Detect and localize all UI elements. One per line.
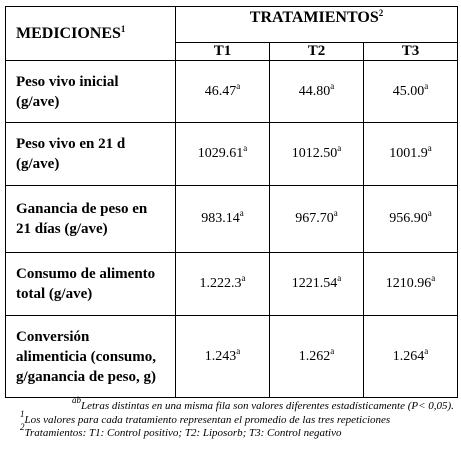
results-table [5, 6, 458, 398]
cell-value: 967.70$^a$ [270, 186, 364, 253]
cell-value: 1.262$^a$ [270, 316, 364, 398]
cell-value: 44.80$^a$ [270, 61, 364, 123]
footnote-treatments: $^2$Tratamientos: T1: Control positivo; T2: Liposorb; T3: Control negativo [20, 422, 342, 439]
row-label: Peso vivo inicial (g/ave) [6, 61, 176, 123]
row-label: Consumo de alimento total (g/ave) [6, 253, 176, 316]
cell-value: 983.14$^a$ [176, 186, 270, 253]
header-tratamientos: TRATAMIENTOS$^2$ [176, 7, 458, 43]
table-footnotes [20, 395, 456, 441]
header-t3: T3 [364, 43, 458, 61]
row-label: Ganancia de peso en 21 días (g/ave) [6, 186, 176, 253]
row-label: Conversión alimenticia (consumo, g/ganancia de peso, g) [6, 316, 176, 398]
cell-value: 956.90$^a$ [364, 186, 458, 253]
header-mediciones: MEDICIONES$^1$ [6, 7, 176, 61]
cell-value: 1012.50$^a$ [270, 123, 364, 186]
cell-value: 1.264$^a$ [364, 316, 458, 398]
footnote-significance: $^{ab}$Letras distintas en una misma fila son valores diferentes estadísticamente (P< 0,05). [72, 395, 454, 412]
row-label: Peso vivo en 21 d (g/ave) [6, 123, 176, 186]
header-t1: T1 [176, 43, 270, 61]
table-row [6, 253, 458, 316]
table-row [6, 61, 458, 123]
cell-value: 1029.61$^a$ [176, 123, 270, 186]
header-t2: T2 [270, 43, 364, 61]
cell-value: 45.00$^a$ [364, 61, 458, 123]
cell-value: 1210.96$^a$ [364, 253, 458, 316]
cell-value: 1.243$^a$ [176, 316, 270, 398]
cell-value: 1.222.3$^a$ [176, 253, 270, 316]
cell-value: 1001.9$^a$ [364, 123, 458, 186]
table-row [6, 123, 458, 186]
footnote-averages: $^1$Los valores para cada tratamiento representan el promedio de las tres repeticiones [20, 408, 391, 426]
cell-value: 46.47$^a$ [176, 61, 270, 123]
table-row [6, 186, 458, 253]
cell-value: 1221.54$^a$ [270, 253, 364, 316]
table-row [6, 316, 458, 398]
